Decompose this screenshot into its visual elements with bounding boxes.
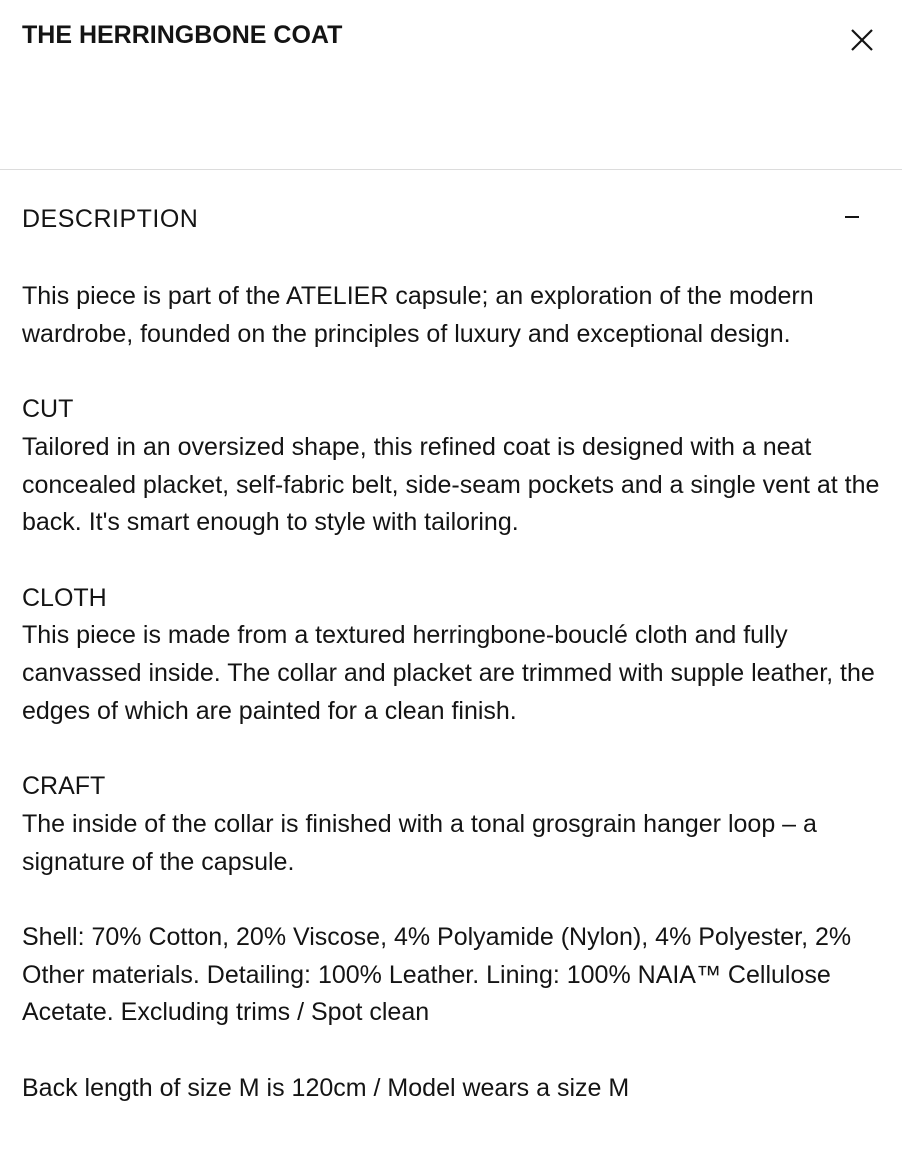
cloth-text: This piece is made from a textured herringbone-bouclé cloth and fully canvassed inside. The collar and placket are trimmed with supple leather, the edges of which are painted for a clean finish. — [22, 621, 875, 725]
panel-header — [0, 0, 902, 170]
close-icon — [850, 28, 874, 52]
fit-paragraph: Back length of size M is 120cm / Model wears a size M — [22, 1073, 630, 1102]
intro-paragraph: This piece is part of the ATELIER capsule; an exploration of the modern wardrobe, founded on the principles of luxury and exceptional design. — [22, 282, 814, 348]
craft-section — [22, 768, 880, 881]
cut-section — [22, 391, 880, 542]
description-section-title: DESCRIPTION — [22, 205, 199, 233]
product-title: THE HERRINGBONE COAT — [22, 21, 343, 49]
cut-heading: CUT — [22, 395, 74, 424]
cut-text: Tailored in an oversized shape, this refined coat is designed with a neat concealed placket, self-fabric belt, side-seam pockets and a single vent at the back. It's smart enough to style with tailoring. — [22, 432, 880, 537]
composition-paragraph: Shell: 70% Cotton, 20% Viscose, 4% Polyamide (Nylon), 4% Polyester, 2% Other materials. Detailing: 100% Leather. Lining: 100% NAIA™ Cellulose Acetate. Excluding trims / Spot clean — [22, 922, 852, 1027]
craft-heading: CRAFT — [22, 772, 106, 801]
description-accordion-toggle[interactable] — [0, 171, 902, 261]
craft-text: The inside of the collar is finished with a tonal grosgrain hanger loop – a signature of the capsule. — [22, 809, 817, 876]
minus-icon — [845, 216, 859, 218]
cloth-section — [22, 580, 880, 731]
close-button[interactable] — [846, 24, 878, 56]
description-content — [22, 278, 880, 1145]
cloth-heading: CLOTH — [22, 583, 107, 612]
